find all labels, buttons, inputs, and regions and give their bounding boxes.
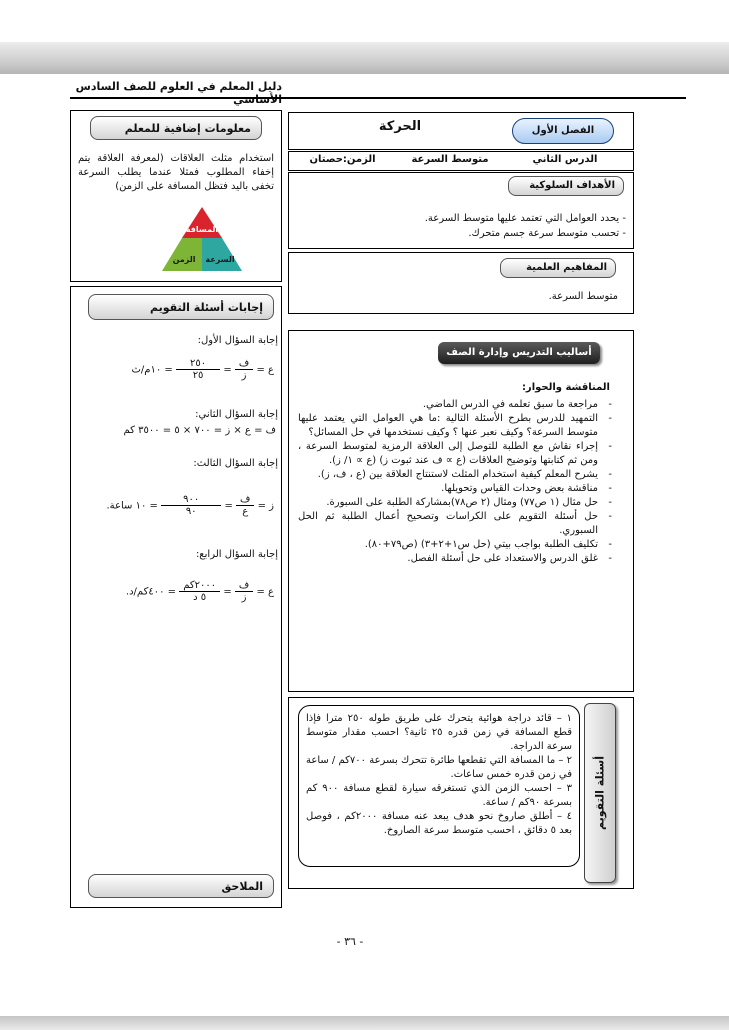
q3-eq1: = [257,500,266,512]
answer-q1-equation [132,358,274,381]
evaluation-side-label-text: أسئلة التقويم [593,755,607,831]
methods-title-text: أساليب التدريس وإدارة الصف [446,347,592,358]
q4-f2-num: ٢٠٠٠كم [179,580,220,592]
objectives-title-text: الأهداف السلوكية [529,180,615,191]
q4-result: = ٤٠٠كم/د. [125,586,177,598]
chapter-badge [512,118,614,144]
q3-eq2: = [224,500,233,512]
evaluation-side-label [584,703,616,883]
question-1: ١ – قائد دراجة هوائية يتحرك على طريق طوله ٢٥٠ مترا فإذا قطع المسافة في زمن قدره ٢٥ ثانية؟ احسب مقدار متوسط سرعة الدراجة. [306,713,572,752]
q4-fraction-numeric [179,580,220,603]
q1-f1-den: ز [241,370,247,381]
q1-eq2: = [223,364,232,376]
question-4: ٤ – أطلق صاروخ نحو هدف يبعد عنه مسافة ٢٠٠٠كم ، فوصل بعد ٥ دقائق ، احسب متوسط سرعة الصاروخ. [306,811,572,836]
answers-title [88,294,274,320]
answer-q3-equation [107,494,275,517]
page-header-title: دليل المعلم في العلوم للصف السادس الأساسي [75,80,282,106]
teacher-info-title-text: معلومات إضافية للمعلم [124,122,251,135]
q4-eq2: = [223,586,232,598]
q4-lhs: ع [268,586,274,598]
q4-fraction-symbolic [235,580,253,603]
appendix-title-text: الملاحق [221,880,263,893]
q1-fraction-symbolic [235,358,253,381]
q1-eq1: = [256,364,265,376]
method-item: - حل أسئلة التقويم على الكراسات وتصحيح أعمال الطلبة ثم الحل السبوري. [298,510,612,538]
methods-list [298,398,612,566]
bottom-band [0,1016,729,1030]
objective-2: - تحسب متوسط سرعة جسم متحرك. [468,228,626,239]
method-item: - إجراء نقاش مع الطلبة للتوصل إلى العلاقة الرمزية لمتوسط السرعة ، ومن ثم كتابتها وتوضيح العلاقات (ع ∝ ف عند ثبوت ز) (ع ∝ ١/ ز). [298,440,612,468]
q1-f1-num: ف [235,358,253,370]
answer-q4-label: إجابة السؤال الرابع: [195,549,278,560]
question-3: ٣ – احسب الزمن الذي تستغرقه سيارة لقطع مسافة ٩٠٠ كم بسرعة ٩٠كم / ساعة. [306,783,572,808]
discussion-title: المناقشة والحوار: [521,382,610,393]
unit-title: الحركة [378,119,422,134]
lesson-number: الدرس الثاني [532,154,598,165]
method-item: - مناقشة بعض وحدات القياس وتحويلها. [298,482,612,496]
q1-f2-num: ٢٥٠ [176,358,220,370]
q3-f1-den: ع [242,506,249,517]
objective-1: - يحدد العوامل التي تعتمد عليها متوسط السرعة. [424,213,626,224]
teacher-info-title [90,116,262,140]
header-rule [70,97,686,99]
relationship-triangle [152,205,252,273]
methods-title [438,342,600,364]
method-item: - غلق الدرس والاستعداد على حل أسئلة الفصل. [298,552,612,566]
method-item: - التمهيد للدرس بطرح الأسئلة التالية :ما هي العوامل التي يعتمد عليها متوسط السرعة؟ وكيف نعبر عنها ؟ وكيف نستخدمها في حل المسائل؟ [298,412,612,440]
concepts-title [500,258,616,278]
q3-lhs: ز [269,500,274,512]
q3-f2-num: ٩٠٠ [161,494,221,506]
objectives-title [508,176,624,196]
concepts-title-text: المفاهيم العلمية [526,262,607,273]
triangle-label-left: الزمن [172,255,196,264]
q3-result: = ١٠ ساعة. [106,500,158,512]
lesson-time: الزمن:حصتان [309,154,376,165]
teacher-info-text: استخدام مثلث العلاقات (لمعرفة العلاقة يتم إخفاء المطلوب فمثلا عندما يطلب السرعة تخفى باليد فتظل المسافة على الزمن) [78,153,274,192]
q4-f2-den: ٥ د [193,592,207,603]
q3-fraction-numeric [161,494,221,517]
method-item: - مراجعة ما سبق تعلمه في الدرس الماضي. [298,398,612,412]
answer-q3-label: إجابة السؤال الثالث: [193,458,278,469]
triangle-label-top: المسافة [185,225,219,234]
lesson-title: متوسط السرعة [411,154,489,165]
q1-result: = ١٠م/ث [131,364,173,376]
answer-q2-line: ف = ع × ز = ٧٠٠ × ٥ = ٣٥٠٠ كم [123,425,276,436]
q4-f1-num: ف [235,580,253,592]
answer-q2-label: إجابة السؤال الثاني: [195,409,278,420]
triangle-label-right: السرعة [205,255,235,264]
q3-f1-num: ف [236,494,254,506]
chapter-badge-text: الفصل الأول [531,125,595,136]
q3-f2-den: ٩٠ [185,506,197,517]
q1-lhs: ع [268,364,274,376]
page-number: - ٣٦ - [336,935,364,948]
answer-q4-equation [126,580,274,603]
method-item: - حل مثال (١ ص٧٧) ومثال (٢ ص٧٨)بمشاركة الطلبة على السبورة. [298,496,612,510]
answer-q1-label: إجابة السؤال الأول: [197,335,278,346]
q4-f1-den: ز [241,592,247,603]
q1-f2-den: ٢٥ [192,370,204,381]
q3-fraction-symbolic [236,494,254,517]
method-item: - يشرح المعلم كيفية استخدام المثلث لاستنتاج العلاقة بين (ع ، ف، ز). [298,468,612,482]
evaluation-questions [306,712,572,838]
q4-eq1: = [256,586,265,598]
question-2: ٢ – ما المسافة التي تقطعها طائرة تتحرك بسرعة ٧٠٠كم / ساعة في زمن قدره خمس ساعات. [306,755,572,780]
concepts-text: متوسط السرعة. [548,291,618,302]
top-band [0,42,729,74]
method-item: - تكليف الطلبة بواجب بيتي (حل س١+٢+٣) (ص٧٩+٨٠). [298,538,612,552]
q1-fraction-numeric [176,358,220,381]
answers-title-text: إجابات أسئلة التقويم [149,301,263,314]
appendix-title [88,874,274,898]
